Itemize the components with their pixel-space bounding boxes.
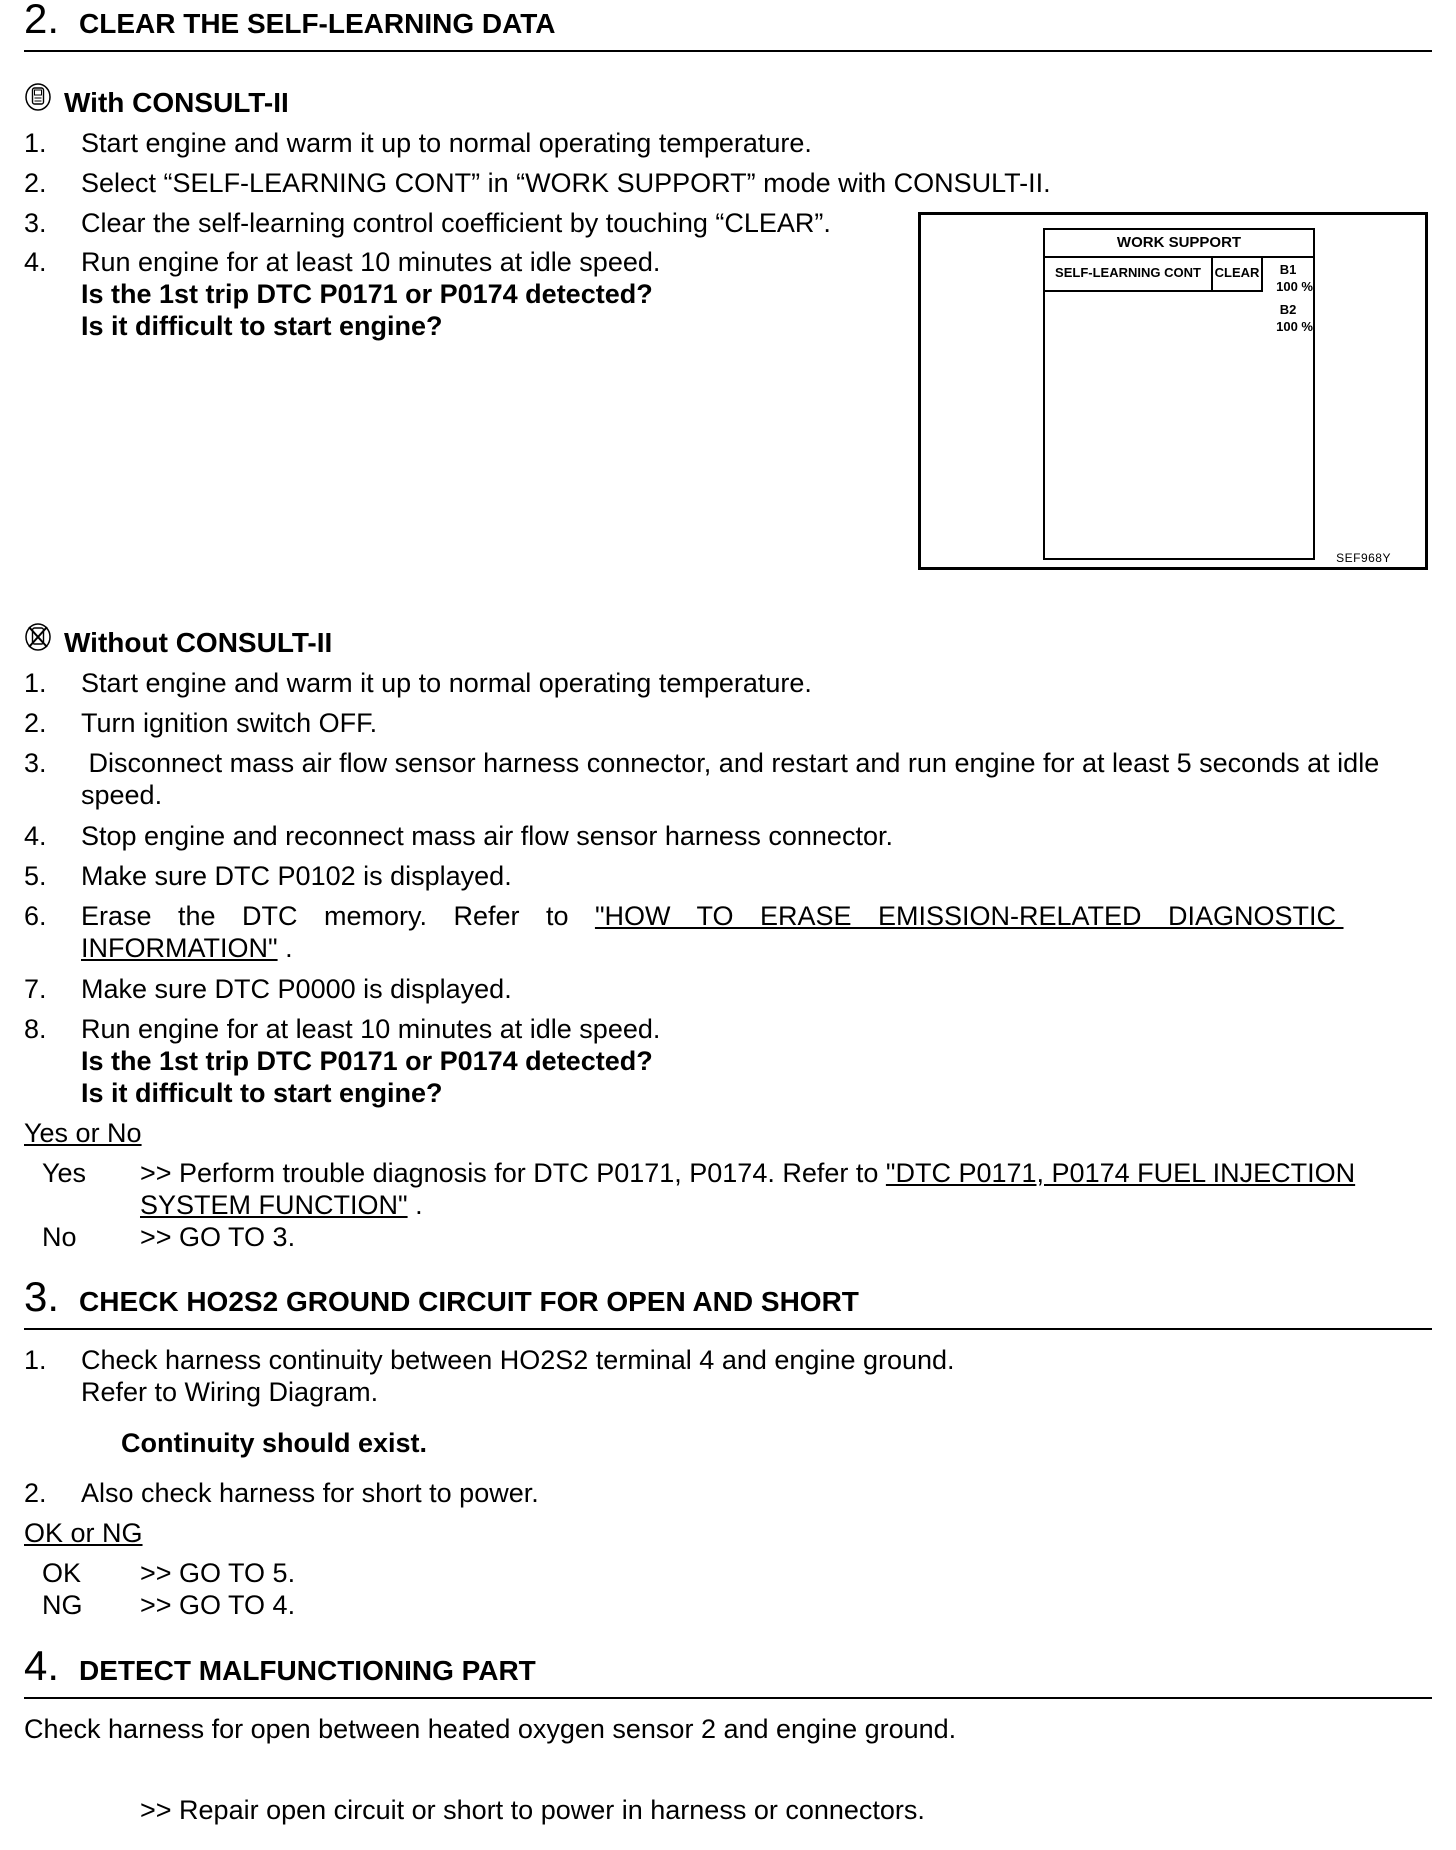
answer-ng: NG >> GO TO 4. [42, 1590, 296, 1620]
without-consult-heading [24, 626, 332, 663]
question-start: Is it difficult to start engine? [81, 1078, 443, 1108]
without-consult-label: Without CONSULT-II [64, 626, 333, 658]
section-2-number: 2. [24, 0, 60, 42]
list-item: 2. Turn ignition switch OFF. [24, 708, 378, 738]
list-item: 1. Start engine and warm it up to normal operating temperature. [24, 668, 812, 698]
list-item: 2. Also check harness for short to power. [24, 1478, 539, 1508]
list-item: 3. Disconnect mass air flow sensor harness connector, and restart and run engine for at least 5 seconds at idle speed. [24, 748, 1387, 810]
consult-ii-icon [24, 82, 52, 119]
continuity-spec: Continuity should exist. [121, 1428, 428, 1458]
yes-or-no-label: Yes or No [24, 1118, 142, 1148]
answer-ok: OK >> GO TO 5. [42, 1558, 296, 1588]
section-4-text: Check harness for open between heated oxygen sensor 2 and engine ground. [24, 1714, 957, 1744]
dtc-p0171-link[interactable]: "DTC P0171, P0174 FUEL INJECTION SYSTEM FUNCTION" [140, 1158, 1356, 1220]
list-item: 2. Select “SELF-LEARNING CONT” in “WORK SUPPORT” mode with CONSULT-II. [24, 168, 1051, 198]
work-support-header: WORK SUPPORT [1045, 230, 1313, 258]
list-item: 1. Start engine and warm it up to normal operating temperature. [24, 128, 812, 158]
section-3-number: 3. [24, 1273, 60, 1320]
section-4-number: 4. [24, 1642, 60, 1689]
answer-no: No >> GO TO 3. [42, 1222, 296, 1252]
self-learning-label: SELF-LEARNING CONT [1045, 256, 1213, 290]
question-start: Is it difficult to start engine? [81, 311, 443, 341]
section-3-header [24, 1273, 1432, 1330]
section-2-title: CLEAR THE SELF-LEARNING DATA [79, 8, 556, 39]
clear-button[interactable]: CLEAR [1213, 256, 1263, 290]
consult-screen [1043, 228, 1315, 560]
section-3-title: CHECK HO2S2 GROUND CIRCUIT FOR OPEN AND SHORT [79, 1286, 859, 1317]
b1-label: B1 [1279, 262, 1297, 277]
list-item: 4. Run engine for at least 10 minutes at idle speed. Is the 1st trip DTC P0171 or P0174 detected? Is it difficult to start engine? [24, 246, 1434, 342]
b1-value: 100 % [1276, 279, 1313, 294]
no-consult-icon [24, 622, 52, 659]
list-item: 1. Check harness continuity between HO2S2 terminal 4 and engine ground. Refer to Wiring Diagram. [24, 1345, 955, 1407]
section-4-title: DETECT MALFUNCTIONING PART [79, 1655, 536, 1686]
erase-dtc-link[interactable]: "HOW TO ERASE EMISSION-RELATED DIAGNOSTIC INFORMATION" [81, 901, 1344, 963]
ok-or-ng-label: OK or NG [24, 1518, 143, 1548]
list-item: 3. Clear the self-learning control coefficient by touching “CLEAR”. [24, 208, 831, 238]
b2-value: 100 % [1276, 319, 1313, 334]
list-item: 5. Make sure DTC P0102 is displayed. [24, 861, 512, 891]
section-2-header [24, 0, 1432, 52]
with-consult-label: With CONSULT-II [64, 86, 289, 118]
answer-yes: Yes >> Perform trouble diagnosis for DTC P0171, P0174. Refer to "DTC P0171, P0174 FUEL INJECTION SYSTEM FUNCTION" . [42, 1158, 1356, 1220]
list-item: 7. Make sure DTC P0000 is displayed. [24, 974, 512, 1004]
b2-label: B2 [1279, 302, 1297, 317]
with-consult-heading [24, 86, 289, 123]
list-item: 4. Stop engine and reconnect mass air flow sensor harness connector. [24, 821, 893, 851]
question-dtc: Is the 1st trip DTC P0171 or P0174 detected? [81, 279, 653, 309]
section-4-result: >> Repair open circuit or short to power in harness or connectors. [140, 1795, 925, 1825]
figure-code: SEF968Y [1336, 551, 1391, 565]
work-support-figure [918, 212, 1428, 570]
question-dtc: Is the 1st trip DTC P0171 or P0174 detected? [81, 1046, 653, 1076]
list-item: 6. Erase the DTC memory. Refer to "HOW TO ERASE EMISSION-RELATED DIAGNOSTIC INFORMATION" . [24, 901, 1344, 963]
section-4-header [24, 1642, 1432, 1699]
self-learning-row [1045, 256, 1263, 292]
list-item: 8. Run engine for at least 10 minutes at idle speed. Is the 1st trip DTC P0171 or P0174 detected? Is it difficult to start engine? [24, 1013, 1434, 1109]
